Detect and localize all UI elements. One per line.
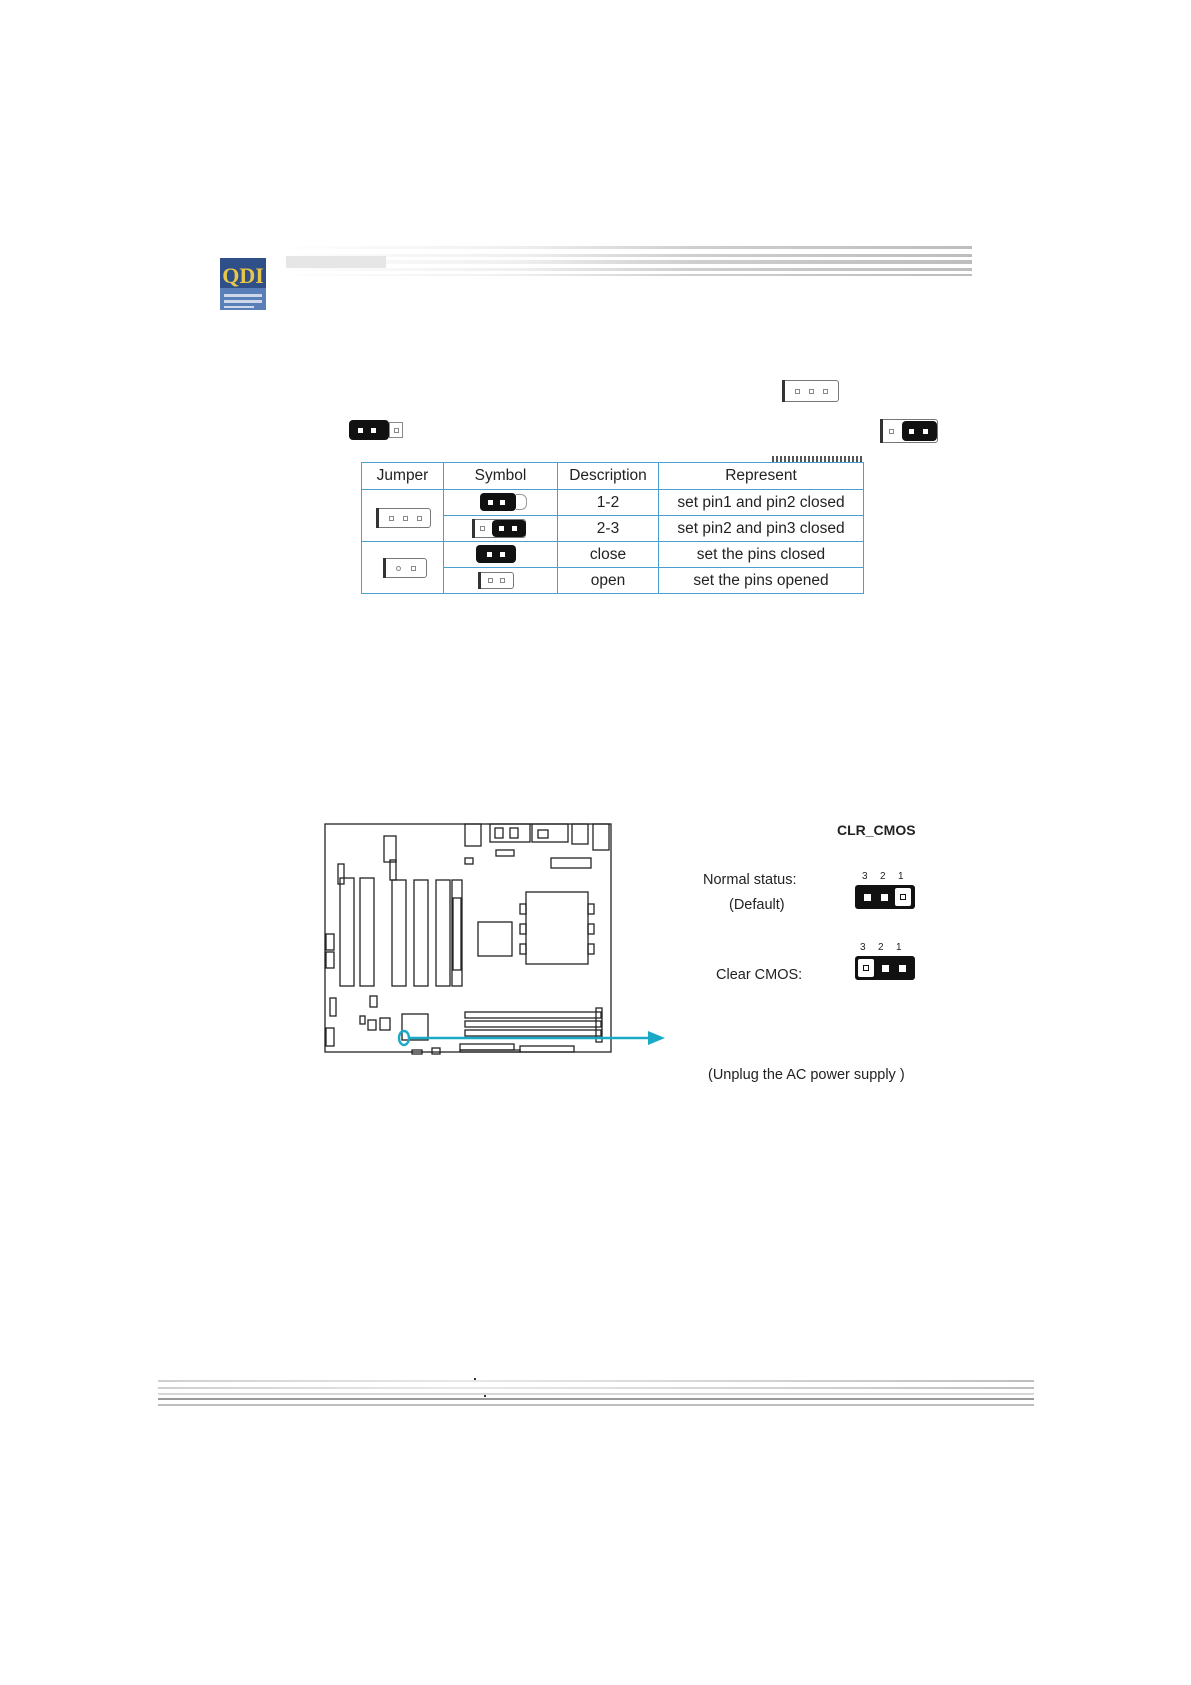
qdi-logo bbox=[220, 258, 266, 310]
jumper-2pin-cell bbox=[362, 542, 444, 594]
jumper-location-marker bbox=[399, 1031, 409, 1045]
symbol-cell bbox=[444, 516, 558, 542]
table-row bbox=[362, 542, 864, 568]
description-cell: open bbox=[558, 568, 659, 594]
jumper-2pin-icon bbox=[383, 558, 427, 578]
normal-status-jumper-icon bbox=[855, 885, 915, 909]
header-bar bbox=[268, 244, 972, 278]
pin-housing bbox=[516, 494, 527, 510]
pin-number: 3 bbox=[860, 942, 866, 953]
symbol-cell bbox=[444, 542, 558, 568]
motherboard-diagram bbox=[320, 818, 670, 1058]
clr-cmos-title: CLR_CMOS bbox=[837, 822, 916, 838]
jumper-1-2-closed-icon bbox=[480, 493, 516, 511]
symbol-cell bbox=[444, 568, 558, 594]
pin-number: 2 bbox=[880, 871, 886, 882]
jumper-open-icon bbox=[478, 572, 514, 589]
clear-cmos-label: Clear CMOS: bbox=[716, 967, 803, 983]
description-cell: 2-3 bbox=[558, 516, 659, 542]
pin-number: 1 bbox=[898, 871, 904, 882]
footer-divider bbox=[158, 1378, 1034, 1408]
clear-cmos-jumper-icon bbox=[855, 956, 915, 980]
jumper-closed-icon bbox=[476, 545, 516, 563]
symbol-cell bbox=[444, 490, 558, 516]
pin-number: 2 bbox=[878, 942, 884, 953]
pin-number: 1 bbox=[896, 942, 902, 953]
table-row bbox=[362, 490, 864, 516]
represent-cell: set the pins opened bbox=[659, 568, 864, 594]
col-header-jumper: Jumper bbox=[362, 463, 444, 490]
description-cell: close bbox=[558, 542, 659, 568]
jumper-table bbox=[361, 462, 864, 594]
table-header-row bbox=[362, 463, 864, 490]
pin-number: 3 bbox=[862, 871, 868, 882]
unplug-note: (Unplug the AC power supply ) bbox=[708, 1067, 905, 1083]
col-header-description: Description bbox=[558, 463, 659, 490]
pointer-arrow-head bbox=[648, 1031, 665, 1045]
represent-cell: set the pins closed bbox=[659, 542, 864, 568]
jumper-2-3-closed-icon bbox=[880, 419, 938, 443]
jumper-3pin-cell bbox=[362, 490, 444, 542]
logo-text: QDI bbox=[222, 263, 264, 288]
jumper-2-3-closed-icon bbox=[472, 519, 526, 538]
default-label: (Default) bbox=[729, 897, 785, 913]
description-cell: 1-2 bbox=[558, 490, 659, 516]
jumper-1-2-closed-icon bbox=[349, 420, 389, 440]
represent-cell: set pin2 and pin3 closed bbox=[659, 516, 864, 542]
jumper-3pin-icon bbox=[376, 508, 431, 528]
col-header-represent: Represent bbox=[659, 463, 864, 490]
col-header-symbol: Symbol bbox=[444, 463, 558, 490]
represent-cell: set pin1 and pin2 closed bbox=[659, 490, 864, 516]
jumper-3pin-icon bbox=[782, 380, 839, 402]
normal-status-label: Normal status: bbox=[703, 872, 797, 888]
